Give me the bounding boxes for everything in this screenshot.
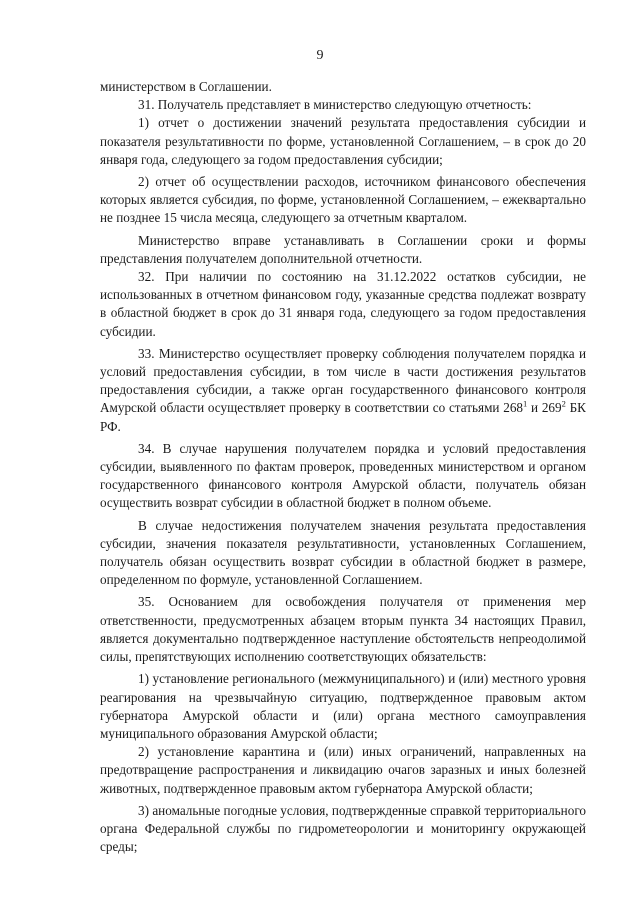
footnote-sup-1: 1 xyxy=(523,399,528,410)
paragraph-31-item-2: 2) отчет об осуществлении расходов, источником финансового обеспечения которых является субсидия, по форме, установленной Соглашением, – ежеквартально не позднее 15 числа месяца, следующего за отчетным кварталом. xyxy=(100,174,586,226)
paragraph-34-second: В случае недостижения получателем значения результата предоставления субсидии, значения показателя результативности, установленных Соглашением, получатель обязан осуществить возврат субсидии в областной бюджет в размере, определенном по формуле, установленной Соглашением. xyxy=(100,517,586,588)
paragraph-31: 31. Получатель представляет в министерство следующую отчетность: xyxy=(138,97,532,113)
paragraph-35-item-2: 2) установление карантина и (или) иных ограничений, направленных на предотвращение распространения и ликвидацию очагов заразных и иных болезней животных, подтвержденное правовым актом губернатора Амурской области; xyxy=(100,744,586,796)
footnote-sup-2: 2 xyxy=(561,399,566,410)
paragraph-31-item-1: 1) отчет о достижении значений результата предоставления субсидии и показателя результативности по форме, установленной Соглашением, – в срок до 20 января года, следующего за годом предоставления субсидии; xyxy=(100,115,586,167)
paragraph-35-item-1: 1) установление регионального (межмуниципального) и (или) местного уровня реагирования на чрезвычайную ситуацию, подтвержденное правовым актом губернатора Амурской области и (или) органа местного самоуправления муниципального образования Амурской области; xyxy=(100,671,586,741)
paragraph-33-end: БК РФ. xyxy=(100,400,586,434)
paragraph-continuation: министерством в Соглашении. xyxy=(100,79,272,94)
document-body xyxy=(100,78,586,856)
paragraph-33-mid: и 269 xyxy=(527,400,562,416)
paragraph-34: 34. В случае нарушения получателем порядка и условий предоставления субсидии, выявленного по фактам проверок, проведенных министерством и органом государственного финансового контроля Амурской области, получатель обязан осуществить возврат субсидии в областной бюджет в полном объеме. xyxy=(100,440,586,511)
paragraph-32: 32. При наличии по состоянию на 31.12.2022 остатков субсидии, не использованных в отчетном финансовом году, указанные средства подлежат возврату в областной бюджет в срок до 31 января года, следующего за годом предоставления субсидии. xyxy=(100,269,586,339)
page-number: 9 xyxy=(316,48,324,63)
paragraph-31-ministry-right: Министерство вправе устанавливать в Соглашении сроки и формы представления получателем дополнительной отчетности. xyxy=(100,232,586,266)
paragraph-35-item-3: 3) аномальные погодные условия, подтвержденные справкой территориального органа Федеральной службы по гидрометеорологии и мониторингу окружающей среды; xyxy=(100,802,586,855)
paragraph-33 xyxy=(100,345,586,436)
paragraph-33-text: 33. Министерство осуществляет проверку соблюдения получателем порядка и условий предоставления субсидии, в том числе в части достижения результатов предоставления субсидии, а также орган государственного финансового контроля Амурской области осуществляет проверку в соответствии со статьями 268 xyxy=(100,345,586,416)
paragraph-35: 35. Основанием для освобождения получателя от применения мер ответственности, предусмотренных абзацем вторым пункта 34 настоящих Правил, является документально подтвержденное наступление обстоятельств непреодолимой силы, препятствующих исполнению соответствующих обязательств: xyxy=(100,594,586,665)
